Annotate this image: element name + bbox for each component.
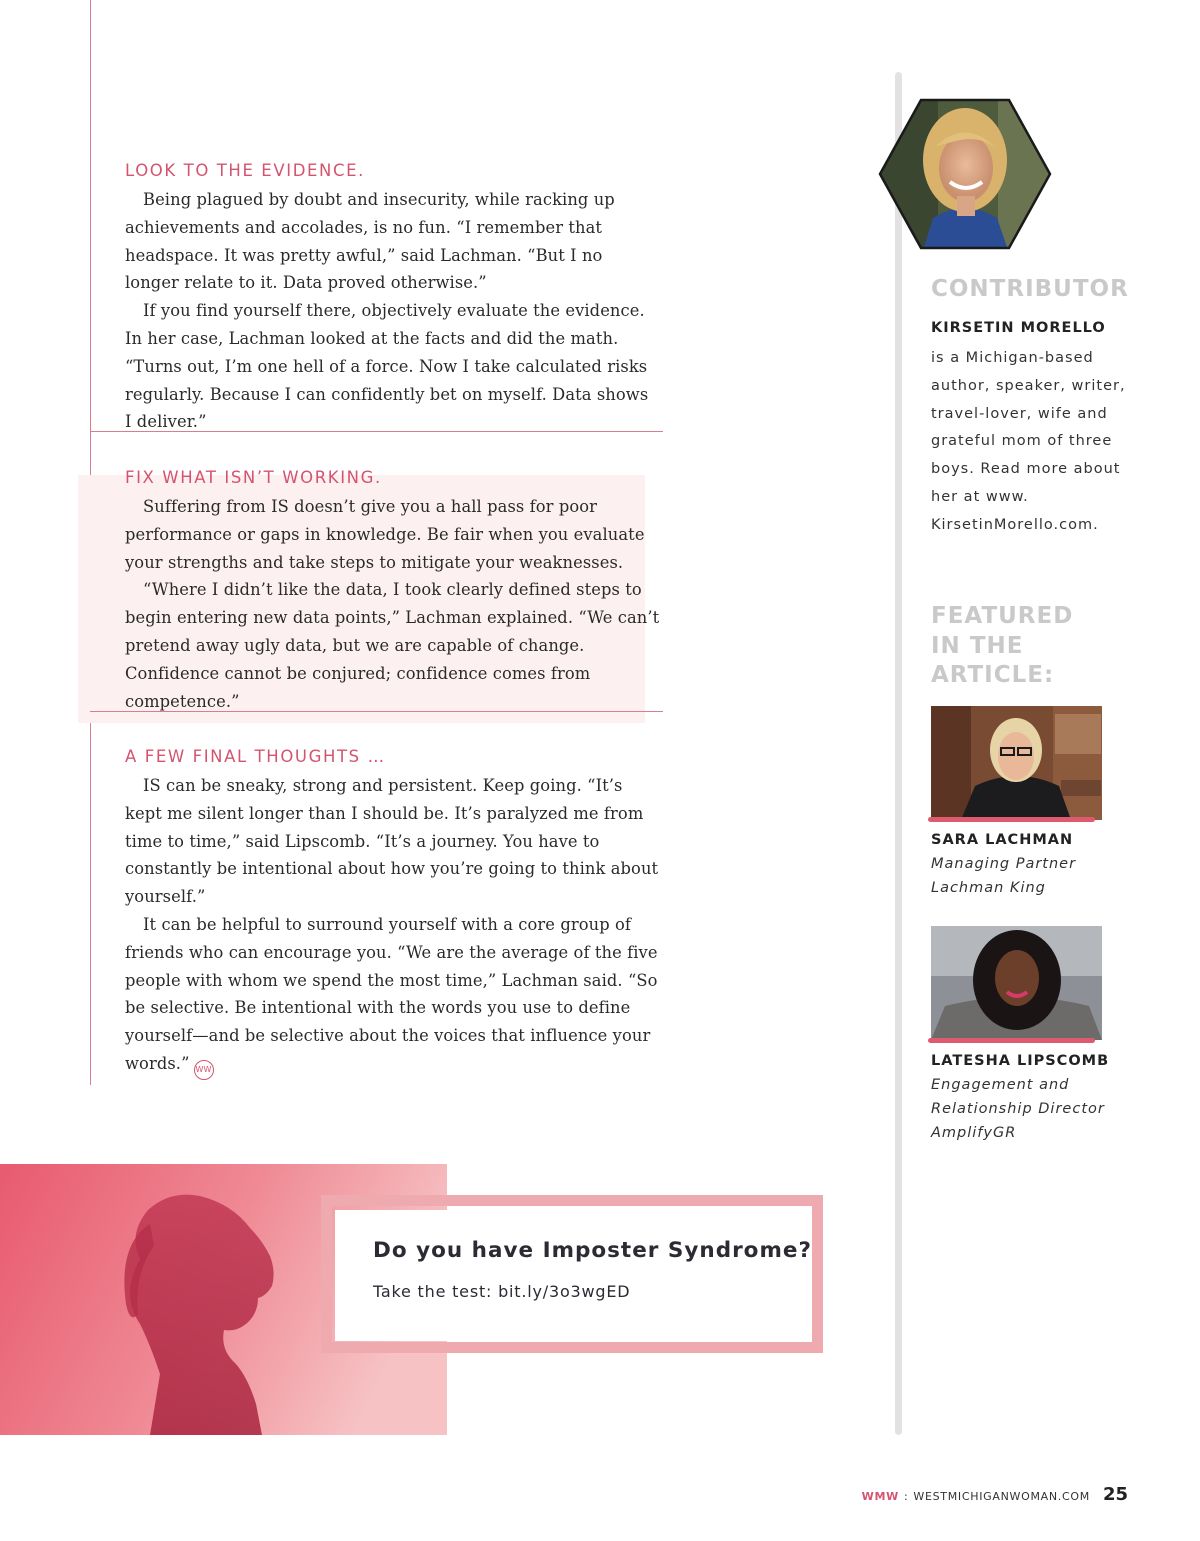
- body-paragraph-text: It can be helpful to surround yourself with a core group of friends who can encourage you. “We are the average of the five people with whom we spend the most time,” Lachman said. “So be selective. Be intentional with the words you use to define yourself—and be selective about the voices that influence your words.”: [125, 914, 658, 1073]
- person-role-line: AmplifyGR: [931, 1125, 1017, 1141]
- body-paragraph: Suffering from IS doesn’t give you a hall pass for poor performance or gaps in knowledge. Be fair when you evaluate your strengths and take steps to mitigate your weaknesses.: [125, 497, 645, 572]
- body-paragraph: IS can be sneaky, strong and persistent. Keep going. “It’s kept me silent longer than I should be. It’s paralyzed me from time to time,” said Lipscomb. “It’s a journey. You have to constantly be intentional about how you’re going to think about yourself.”: [125, 776, 659, 907]
- section-heading: A FEW FINAL THOUGHTS …: [125, 747, 386, 766]
- body-paragraph: If you find yourself there, objectively evaluate the evidence. In her case, Lachman looked at the facts and did the math. “Turns out, I’m one hell of a force. Now I take calculated risks regularly. Because I can confidently bet on myself. Data shows I deliver.”: [125, 301, 649, 432]
- section-look-to-evidence: [125, 162, 660, 436]
- person-role: [931, 1073, 1131, 1145]
- contributor-bio: is a Michigan-based author, speaker, writer, travel-lover, wife and grateful mom of three boys. Read more about her at www. KirsetinMorello.com.: [931, 350, 1126, 533]
- photo-accent-underline: [928, 817, 1095, 822]
- footer-separator: :: [903, 1490, 909, 1503]
- section-divider: [90, 431, 663, 432]
- body-paragraph: “Where I didn’t like the data, I took clearly defined steps to begin entering new data points,” Lachman explained. “We can’t pretend away ugly data, but we are capable of change. Confidence cannot be conjured; confidence comes from competence.”: [125, 580, 660, 711]
- person-role-line: Engagement and: [931, 1077, 1070, 1093]
- person-name: LATESHA LIPSCOMB: [931, 1053, 1110, 1069]
- person-role-line: Managing Partner: [931, 856, 1077, 872]
- section-divider: [90, 711, 663, 712]
- contributor-name: KIRSETIN MORELLO: [931, 320, 1106, 336]
- footer-site-link[interactable]: WESTMICHIGANWOMAN.COM: [913, 1490, 1090, 1503]
- sidebar-rule: [895, 72, 902, 1435]
- section-final-thoughts: [125, 748, 660, 1080]
- section-fix-what-isnt-working: [125, 469, 660, 715]
- contributor-heading: CONTRIBUTOR: [931, 276, 1129, 302]
- body-paragraph: Being plagued by doubt and insecurity, while racking up achievements and accolades, is no fun. “I remember that headspace. It was pretty awful,” said Lachman. “But I no longer relate to it. Data proved otherwise.”: [125, 190, 615, 293]
- promo-title: Do you have Imposter Syndrome?: [373, 1238, 812, 1263]
- person-name: SARA LACHMAN: [931, 832, 1074, 848]
- sara-lachman-photo: [931, 706, 1102, 820]
- promo-test-link[interactable]: Take the test: bit.ly/3o3wgED: [373, 1282, 631, 1301]
- end-mark-logo-icon: WW: [194, 1060, 214, 1080]
- page-footer: [862, 1484, 1128, 1505]
- footer-brand: WMW: [861, 1490, 899, 1503]
- section-heading: LOOK TO THE EVIDENCE.: [125, 161, 365, 180]
- section-heading: FIX WHAT ISN’T WORKING.: [125, 468, 382, 487]
- person-role: [931, 852, 1131, 900]
- featured-heading: FEATURED IN THE ARTICLE:: [931, 603, 1074, 688]
- contributor-photo: [878, 98, 1052, 250]
- body-paragraph-last: [125, 911, 660, 1080]
- person-role-line: Relationship Director: [931, 1101, 1105, 1117]
- page-number: 25: [1102, 1484, 1128, 1505]
- latesha-lipscomb-photo: [931, 926, 1102, 1040]
- photo-accent-underline: [928, 1038, 1095, 1043]
- person-role-line: Lachman King: [931, 880, 1046, 896]
- promo-card: [335, 1210, 811, 1341]
